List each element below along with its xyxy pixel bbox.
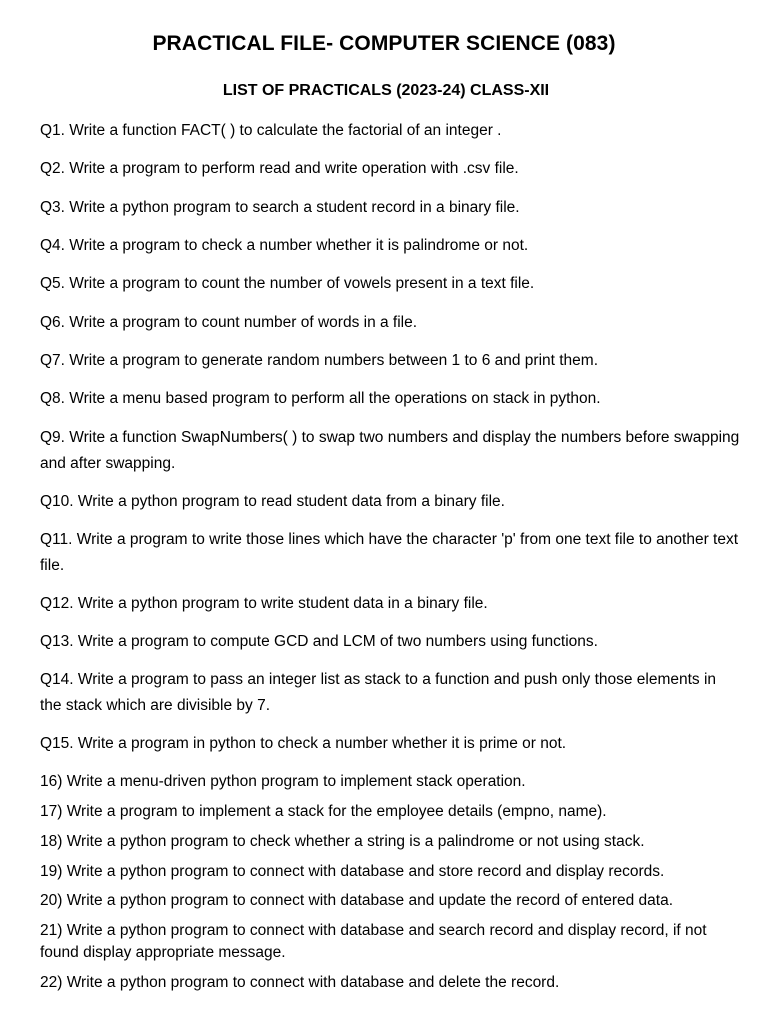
question-3: Q3. Write a python program to search a student record in a binary file.: [40, 199, 520, 216]
question-11: Q11. Write a program to write those lines which have the character 'p' from one text file to another text file.: [40, 531, 739, 574]
question-15: Q15. Write a program in python to check a number whether it is prime or not.: [40, 735, 567, 752]
question-16: 16) Write a menu-driven python program to implement stack operation.: [40, 773, 526, 790]
question-22: 22) Write a python program to connect with database and delete the record.: [40, 974, 560, 991]
question-2: Q2. Write a program to perform read and write operation with .csv file.: [40, 160, 519, 177]
question-19: 19) Write a python program to connect with database and store record and display records.: [40, 863, 665, 880]
question-12: Q12. Write a python program to write student data in a binary file.: [40, 595, 488, 612]
question-4: Q4. Write a program to check a number whether it is palindrome or not.: [40, 237, 529, 254]
question-13: Q13. Write a program to compute GCD and LCM of two numbers using functions.: [40, 633, 598, 650]
question-9: Q9. Write a function SwapNumbers( ) to swap two numbers and display the numbers before swapping and after swapping.: [40, 429, 740, 472]
question-5: Q5. Write a program to count the number of vowels present in a text file.: [40, 275, 535, 292]
question-18: 18) Write a python program to check whether a string is a palindrome or not using stack.: [40, 833, 645, 850]
page-subtitle: LIST OF PRACTICALS (2023-24) CLASS-XII: [222, 82, 550, 99]
question-17: 17) Write a program to implement a stack for the employee details (empno, name).: [40, 803, 607, 820]
question-14: Q14. Write a program to pass an integer list as stack to a function and push only those elements in the stack which are divisible by 7.: [40, 671, 717, 714]
question-6: Q6. Write a program to count number of words in a file.: [40, 314, 418, 331]
page-title: PRACTICAL FILE- COMPUTER SCIENCE (083): [152, 32, 616, 55]
question-1: Q1. Write a function FACT( ) to calculate the factorial of an integer .: [40, 122, 502, 139]
question-7: Q7. Write a program to generate random numbers between 1 to 6 and print them.: [40, 352, 599, 369]
question-20: 20) Write a python program to connect with database and update the record of entered data.: [40, 892, 674, 909]
question-10: Q10. Write a python program to read student data from a binary file.: [40, 493, 505, 510]
question-21: 21) Write a python program to connect with database and search record and display record, if not found display appropriate message.: [40, 922, 707, 961]
question-8: Q8. Write a menu based program to perform all the operations on stack in python.: [40, 390, 601, 407]
